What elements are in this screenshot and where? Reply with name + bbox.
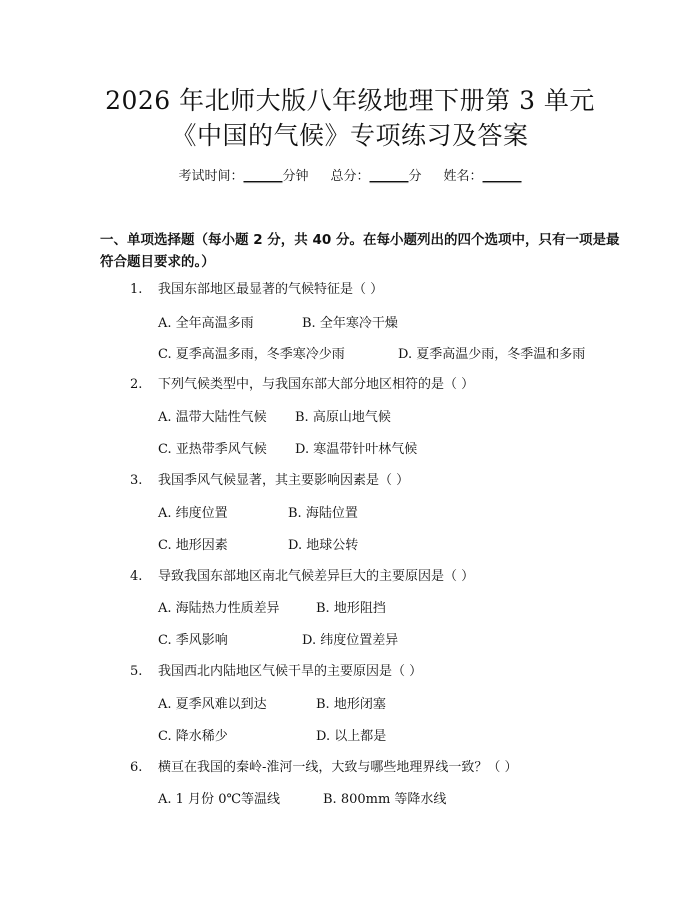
q1-option-d: D. 夏季高温少雨，冬季温和多雨 (398, 347, 586, 362)
question-2 (130, 376, 474, 394)
question-text: 我国季风气候显著，其主要影响因素是（ ） (158, 473, 410, 488)
question-text: 下列气候类型中，与我国东部大部分地区相符的是（ ） (158, 377, 475, 392)
document-title-line2: 《中国的气候》专项练习及答案 (171, 121, 529, 150)
question-text: 我国西北内陆地区气候干旱的主要原因是（ ） (158, 664, 423, 679)
question-5 (130, 663, 422, 681)
q5-option-b: B. 地形闭塞 (316, 697, 386, 712)
q5-option-a: A. 夏季风难以到达 (158, 697, 267, 712)
exam-time-unit: 分钟 (282, 169, 309, 184)
total-score-blank: ______ (369, 169, 409, 184)
question-text: 横亘在我国的秦岭-淮河一线，大致与哪些地理界线一致？（ ） (158, 760, 518, 775)
question-6 (130, 759, 518, 777)
question-1 (130, 281, 383, 299)
q4-option-c: C. 季风影响 (158, 633, 228, 648)
q4-option-a: A. 海陆热力性质差异 (158, 601, 280, 616)
question-text: 导致我国东部地区南北气候差异巨大的主要原因是（ ） (158, 569, 475, 584)
q5-option-c: C. 降水稀少 (158, 729, 228, 744)
q2-option-c: C. 亚热带季风气候 (158, 442, 267, 457)
section-heading-single-choice: 一、单项选择题（每小题 2 分，共 40 分。在每小题列出的四个选项中，只有一项是最符合题目要求的。） (100, 232, 620, 270)
q1-option-a: A. 全年高温多雨 (158, 316, 254, 331)
exam-time-blank: ______ (243, 169, 283, 184)
total-score-label: 总分： (330, 169, 370, 184)
student-name-label: 姓名： (443, 169, 483, 184)
q3-option-c: C. 地形因素 (158, 538, 228, 553)
question-4 (130, 568, 474, 586)
total-score-unit: 分 (408, 169, 422, 184)
exam-time-label: 考试时间： (178, 169, 244, 184)
question-number: 4. (130, 569, 143, 584)
q5-option-d: D. 以上都是 (316, 729, 387, 744)
q6-option-a: A. 1 月份 0℃等温线 (158, 792, 281, 807)
q2-option-a: A. 温带大陆性气候 (158, 410, 267, 425)
q4-option-d: D. 纬度位置差异 (302, 633, 399, 648)
student-name-blank: ______ (482, 169, 522, 184)
question-number: 3. (130, 473, 143, 488)
question-3 (130, 472, 409, 490)
q2-option-b: B. 高原山地气候 (295, 410, 391, 425)
question-number: 2. (130, 377, 143, 392)
q1-option-c: C. 夏季高温多雨，冬季寒冷少雨 (158, 347, 345, 362)
question-number: 6. (130, 760, 143, 775)
q3-option-b: B. 海陆位置 (288, 506, 358, 521)
question-number: 5. (130, 664, 143, 679)
q3-option-d: D. 地球公转 (288, 538, 359, 553)
question-text: 我国东部地区最显著的气候特征是（ ） (158, 282, 384, 297)
q1-option-b: B. 全年寒冷干燥 (302, 316, 398, 331)
q4-option-b: B. 地形阻挡 (316, 601, 386, 616)
document-title-line1: 2026 年北师大版八年级地理下册第 3 单元 (105, 86, 595, 115)
q6-option-b: B. 800mm 等降水线 (323, 792, 447, 807)
q3-option-a: A. 纬度位置 (158, 506, 228, 521)
exam-info-line (0, 168, 700, 186)
question-number: 1. (130, 282, 143, 297)
q2-option-d: D. 寒温带针叶林气候 (295, 442, 418, 457)
